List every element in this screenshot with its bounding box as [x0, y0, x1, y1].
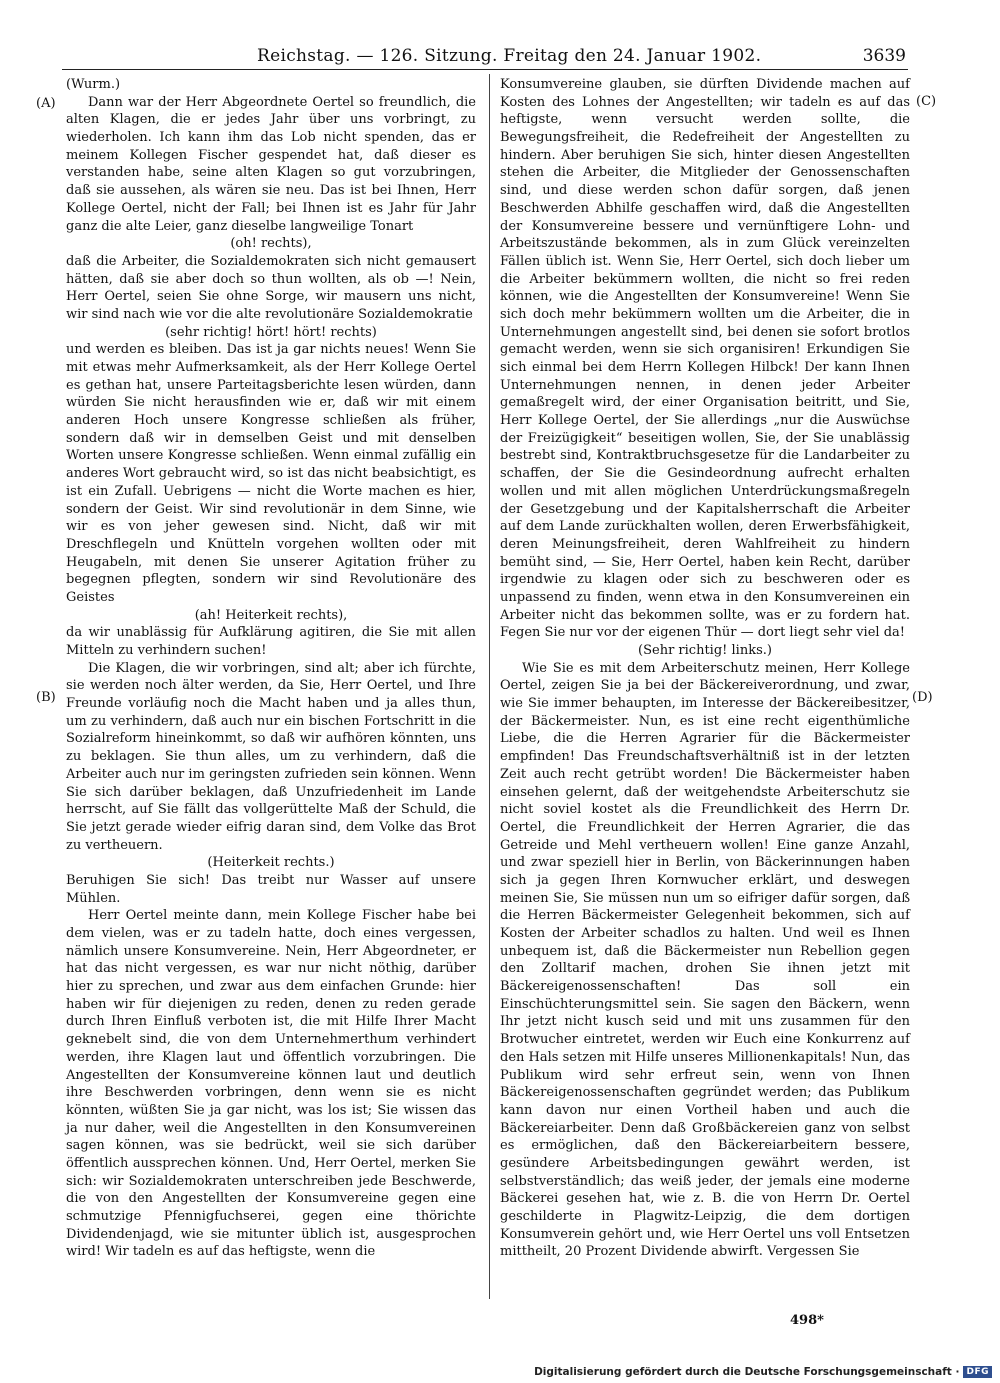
interjection: (Sehr richtig! links.)	[638, 643, 772, 658]
right-column	[500, 76, 910, 1261]
paragraph: Beruhigen Sie sich! Das treibt nur Wasser auf unsere Mühlen.	[66, 872, 476, 906]
paragraph: und werden es bleiben. Das ist ja gar nichts neues! Wenn Sie mit etwas mehr Aufmerksamkeit, als der Herr Kollege Oertel es gethan hat, unsere Parteitagsberichte lesen würden, dann würden Sie nicht herausfinden wie er, daß wir mit einem anderen Hoch unsere Kongresse schließen als früher, sondern daß wir in demselben Geist und mit denselben Worten unsere Kongresse schließen. Wenn einmal zufällig ein anderes Wort gebraucht wird, so ist das nicht beabsichtigt, es ist ein Zufall. Uebrigens — nicht die Worte machen es hier, sondern der Geist. Wir sind revolutionär in dem Sinne, wie wir es von jeher gewesen sind. Nicht, daß wir mit Dreschflegeln und Knütteln vorgehen wollten oder mit Heugabeln, mit denen Sie unserer Agitation früher zu begegnen pflegten, sondern wir sind Revolutionäre des Geistes	[66, 342, 476, 605]
running-title: Reichstag. — 126. Sitzung. Freitag den 24. Januar 1902.	[257, 46, 762, 66]
sheet-signature: 498*	[790, 1313, 824, 1328]
interjection: (sehr richtig! hört! hört! rechts)	[165, 324, 377, 340]
interjection: (oh! rechts),	[230, 236, 312, 252]
margin-marker-b: (B)	[36, 690, 56, 705]
margin-marker-c: (C)	[916, 94, 937, 109]
paragraph: da wir unablässig für Aufklärung agitiren, die Sie mit allen Mitteln zu verhindern suchen!	[66, 625, 476, 658]
paragraph: Wie Sie es mit dem Arbeiterschutz meinen, Herr Kollege Oertel, zeigen Sie ja bei der Bäckereiverordnung, und zwar, wie Sie immer behaupten, im Interesse der Bäckereibesitzer, der Bäckermeister. Nun, es ist eine recht eigenthümliche Liebe, die die Herren Agrarier für die Bäckermeister empfinden! Das Freundschaftsverhältniß ist in der letzten Zeit auch recht getrübt worden! Die Bäckermeister haben einsehen gelernt, daß der weitgehendste Arbeiterschutz sie nicht soviel kostet als die Freundlichkeit des Herrn Dr. Oertel, die Freundlichkeit der Herren Agrarier, die das Getreide und Mehl vertheuern wollen! Eine ganze Anzahl, und zwar speziell hier in Berlin, von Bäckerinnungen haben sich ja gegen Ihren Kornwucher erklärt, und deswegen meinen Sie, Sie müssen nun um so eifriger dafür sorgen, daß die Herren Bäckermeister Gelegenheit bekommen, sich auf Kosten der Arbeiter schadlos zu halten. Und weil es Ihnen unbequem ist, daß die Bäckermeister nun Rebellion gegen den Zolltarif machen, drohen Sie ihnen jetzt mit Bäckereigenossenschaften! Das soll ein Einschüchterungsmittel sein. Sie sagen den Bäckern, wenn Ihr jetzt nicht kusch seid und mit uns zusammen für den Brotwucher eintretet, werden wir Euch eine Konkurrenz auf den Hals setzen mit Hilfe unseres Millionenkapitals! Nun, das Publikum wird sehr erfreut sein, wenn von Ihnen Bäckereigenossenschaften gegründet werden; das Publikum kann davon nur einen Vortheil haben und auch die Bäckereiarbeiter. Denn daß Großbäckereien ganz von selbst es ermöglichen, daß den Bäckereiarbeitern bessere, gesündere Arbeitsbedingungen gewährt werden, ist selbstverständlich; das weiß jeder, der jemals eine moderne Bäckerei gesehen hat, wie z. B. die von Herrn Dr. Oertel geschilderte in Plagwitz-Leipzig, die dem dortigen Konsumverein gehört und, wie Herr Oertel uns voll Entsetzen mittheilt, 20 Prozent Dividende abwirft. Vergessen Sie	[500, 660, 910, 1260]
speaker-name: (Wurm.)	[66, 77, 121, 92]
footer-text: Digitalisierung gefördert durch die Deutsche Forschungsgemeinschaft ·	[534, 1366, 960, 1378]
paragraph: Dann war der Herr Abgeordnete Oertel so freundlich, die alten Klagen, die er jedes Jahr über uns vorbringt, zu wiederholen. Ich kann ihm das Lob nicht spenden, das er meinem Kollegen Fischer gespendet hat, daß dieser es verstanden habe, seine alten Klagen so gut vorzubringen, daß sie aussehen, als wären sie neu. Das ist bei Ihnen, Herr Kollege Oertel, nicht der Fall; bei Ihnen ist es Jahr für Jahr ganz die alte Leier, ganz dieselbe langweilige Tonart	[66, 94, 476, 234]
column-divider	[489, 74, 490, 1299]
paragraph: daß die Arbeiter, die Sozialdemokraten sich nicht gemausert hätten, daß sie aber doch so thun wollten, als ob —! Nein, Herr Oertel, seien Sie ohne Sorge, wir mausern uns nicht, wir sind nach wie vor die alte revolutionäre Sozialdemokratie	[66, 253, 476, 322]
page-number: 3639	[862, 46, 906, 66]
paragraph: Herr Oertel meinte dann, mein Kollege Fischer habe bei dem vielen, was er zu tadeln hatte, doch eines vergessen, nämlich unsere Konsumvereine. Nein, Herr Abgeordneter, er hat das nicht vergessen, es war nur nicht nöthig, darüber hier zu sprechen, und zwar aus dem einfachen Grunde: hier haben wir für diejenigen zu reden, denen zu reden gerade durch Ihren Einfluß verboten ist, die mit Hilfe Ihrer Macht geknebelt sind, die von dem Unternehmerthum verhindert werden, ihre Klagen laut und öffentlich vorzubringen. Die Angestellten der Konsumvereine können laut und deutlich ihre Beschwerden vorbringen, denn wenn sie es nicht könnten, wüßten Sie ja gar nicht, was los ist; Sie wissen das ja nur daher, weil die Angestellten in den Konsumvereinen sagen können, was sie bedrückt, weil sie sich darüber öffentlich aussprechen können. Und, Herr Oertel, merken Sie sich: wir Sozialdemokraten unterschreiben jede Beschwerde, die von den Angestellten der Konsumvereine gegen eine schmutzige Pfennigfuchserei, gegen eine thörichte Dividendenjagd, wie sie mitunter üblich ist, ausgesprochen wird! Wir tadeln es auf das heftigste, wenn die	[66, 908, 476, 1260]
dfg-logo-icon: DFG	[963, 1366, 992, 1378]
footer-credit	[534, 1366, 992, 1378]
interjection: (ah! Heiterkeit rechts),	[194, 607, 348, 623]
left-column	[66, 76, 476, 1261]
margin-marker-a: (A)	[36, 96, 56, 111]
interjection: (Heiterkeit rechts.)	[207, 855, 335, 871]
margin-marker-d: (D)	[912, 690, 933, 705]
paragraph: Die Klagen, die wir vorbringen, sind alt; aber ich fürchte, sie werden noch älter werden, da Sie, Herr Oertel, und Ihre Freunde vorläufig noch die Macht haben und ja alles thun, um zu verhindern, daß auch nur ein bischen Fortschritt in die Sozialreform hineinkommt, so daß wir aufhören könnten, uns zu beklagen. Sie thun alles, um zu verhindern, daß die Arbeiter auch nur im geringsten zufrieden sein können. Wenn Sie sich darüber beklagen, daß Unzufriedenheit im Lande herrscht, auf Sie fällt das vollgerüttelte Maß der Schuld, die Sie jetzt gerade wieder eifrig daran sind, dem Volke das Brot zu vertheuern.	[66, 660, 476, 853]
header-rule	[62, 69, 908, 70]
paragraph: Konsumvereine glauben, sie dürften Dividende machen auf Kosten des Lohnes der Angestellten; wir tadeln es auf das heftigste, wenn versucht werden sollte, die Bewegungsfreiheit, die Redefreiheit der Angestellten zu hindern. Aber beruhigen Sie sich, hinter diesen Angestellten stehen die Arbeiter, die Mitglieder der Genossenschaften sind, und diese werden schon dafür sorgen, daß jenen Beschwerden Abhilfe geschaffen wird, daß die Angestellten der Konsumvereine bessere und vernünftigere Lohn- und Arbeitszustände bekommen, als in zum Glück vereinzelten Fällen üblich ist. Wenn Sie, Herr Oertel, sich doch lieber um die Arbeiter bekümmern wollten, die nicht so frei reden können, wie die Angestellten der Konsumvereine! Wenn Sie sich doch mehr bekümmern wollten um die Arbeiter, die in Unternehmungen angestellt sind, bei denen sie sofort brotlos gemacht werden, wenn sie sich organisiren! Erkundigen Sie sich einmal bei dem Herrn Kollegen Hilbck! Der kann Ihnen Unternehmungen nennen, in denen jeder Arbeiter gemaßregelt wird, der einer Organisation beitritt, und Sie, Herr Kollege Oertel, der Sie allerdings „nur die Auswüchse der Freizügigkeit“ beseitigen wollen, Sie, der Sie unablässig bestrebt sind, Kontraktbruchsgesetze für die Landarbeiter zu schaffen, der Sie die Gesindeordnung aufrecht erhalten wollen und mit allen möglichen Unterdrückungsmaßregeln der Gesetzgebung und der Kapitalsherrschaft die Arbeiter auf dem Lande zurückhalten wollen, deren Erwerbsfähigkeit, deren Meinungsfreiheit, deren Wahlfreiheit zu hindern bemüht sind, — Sie, Herr Oertel, haben kein Recht, darüber irgendwie zu klagen oder sich zu beschweren oder es unpassend zu finden, wenn etwa in den Konsumvereinen ein Arbeiter nicht das bekommen sollte, was er zu fordern hat. Fegen Sie nur vor der eigenen Thür — dort liegt sehr viel da!	[500, 77, 910, 641]
